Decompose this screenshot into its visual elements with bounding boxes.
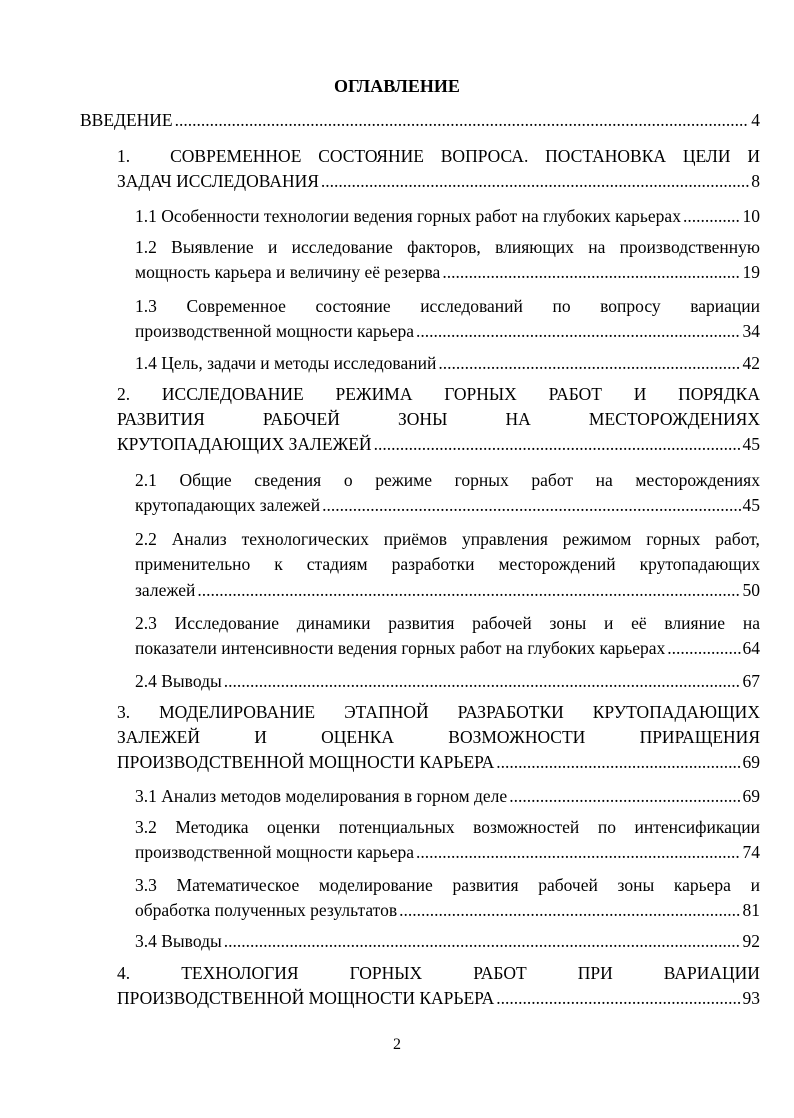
section-title: 3.1 Анализ методов моделирования в горном деле [135,786,508,806]
chapter-number: 3. [117,702,131,722]
chapter-title-text: ПРОИЗВОДСТВЕННОЙ МОЩНОСТИ КАРЬЕРА [117,752,495,772]
section-word: факторов, [407,237,481,257]
chapter-word: КРУТОПАДАЮЩИХ [592,702,760,722]
chapter-word: ОЦЕНКА [321,727,395,747]
toc-entry-page: 45 [742,495,760,515]
leader-dots [322,494,740,516]
toc-section-3-3-line2 [135,899,760,921]
chapter-word: ЗОНЫ [398,409,448,429]
section-word: Современное [186,296,286,316]
chapter-number: 1. [117,146,131,166]
chapter-word: ПРИ [577,963,613,983]
toc-entry-label: ВВЕДЕНИЕ [80,110,173,130]
leader-dots [374,433,741,455]
chapter-word: МЕСТОРОЖДЕНИЯХ [588,409,760,429]
chapter-word: И [633,384,647,404]
toc-chapter-2-line1 [117,383,760,405]
toc-section-1-2-line1 [135,236,760,258]
section-word: 1.2 [135,237,157,257]
toc-section-2-4 [135,670,760,692]
page-title: ОГЛАВЛЕНИЕ [334,76,460,96]
section-word: горных [646,529,701,549]
leader-dots [438,352,740,374]
section-word: Методика [175,817,249,837]
toc-chapter-1-line1 [117,145,760,167]
section-word: 2.3 [135,613,157,633]
section-title: 2.4 Выводы [135,671,222,691]
toc-chapter-4-line2 [117,987,760,1009]
chapter-title-text: СОВРЕМЕННОЕ СОСТОЯНИЕ ВОПРОСА. ПОСТАНОВКА ЦЕЛИ И [170,146,760,166]
chapter-word: ВАРИАЦИИ [663,963,760,983]
chapter-word: РАБОТ [548,384,602,404]
leader-dots [667,637,740,659]
section-word: влияние [664,613,726,633]
section-word: работ, [715,529,760,549]
toc-chapter-3-line2 [117,726,760,748]
section-word: и [750,875,760,895]
toc-entry-page: 34 [742,321,760,341]
section-word: Математическое [176,875,300,895]
section-word: стадиям [306,554,368,574]
toc-entry-page: 67 [742,671,760,691]
section-word: работ [531,470,573,490]
toc-entry-page: 19 [742,262,760,282]
section-word: развития [388,613,455,633]
section-word: исследований [420,296,523,316]
page-number: 2 [393,1036,401,1053]
toc-section-1-1 [135,205,760,227]
chapter-word: РАЗВИТИЯ [117,409,205,429]
toc-section-2-2-line3 [135,579,760,601]
section-word: 3.3 [135,875,157,895]
toc-entry-page: 93 [742,988,760,1008]
chapter-word: РЕЖИМА [335,384,413,404]
section-word: на [588,237,606,257]
leader-dots [197,579,740,601]
chapter-title-text: КРУТОПАДАЮЩИХ ЗАЛЕЖЕЙ [117,434,372,454]
section-word: технологических [241,529,369,549]
section-word: вопросу [600,296,661,316]
leader-dots [224,930,741,952]
toc-entry-page: 42 [742,353,760,373]
chapter-word: ГОРНЫХ [444,384,517,404]
section-title: производственной мощности карьера [135,321,415,341]
section-word: режиме [375,470,433,490]
section-word: месторождениях [635,470,760,490]
section-word: крутопадающих [639,554,760,574]
section-word: 3.2 [135,817,157,837]
toc-section-3-2-line1 [135,816,760,838]
section-word: режимом [562,529,632,549]
section-word: моделирование [318,875,433,895]
section-title: производственной мощности карьера [135,842,415,862]
section-word: по [597,817,616,837]
section-title: показатели интенсивности ведения горных работ на глубоких карьерах [135,638,666,658]
leader-dots [442,261,740,283]
section-word: горных [454,470,509,490]
toc-section-3-2-line2 [135,841,760,863]
section-word: её [631,613,647,633]
chapter-word: ЗАЛЕЖЕЙ [117,727,200,747]
section-word: вариации [690,296,760,316]
toc-entry-page: 8 [751,171,760,191]
chapter-title-text: ЗАДАЧ ИССЛЕДОВАНИЯ [117,171,319,191]
toc-chapter-3-line3 [117,751,760,773]
chapter-word: РАБОТ [473,963,527,983]
toc-chapter-3-line1 [117,701,760,723]
section-title: мощность карьера и величину её резерва [135,262,441,282]
section-title: крутопадающих залежей [135,495,321,515]
section-word: 2.1 [135,470,157,490]
chapter-title-text: ПРОИЗВОДСТВЕННОЙ МОЩНОСТИ КАРЬЕРА [117,988,495,1008]
section-title: 1.4 Цель, задачи и методы исследований [135,353,437,373]
section-title: 1.1 Особенности технологии ведения горных работ на глубоких карьерах [135,206,681,226]
section-word: о [343,470,353,490]
toc-entry-page: 10 [742,206,760,226]
toc-section-3-3-line1 [135,874,760,896]
section-word: сведения [254,470,322,490]
toc-entry-page: 69 [742,786,760,806]
chapter-word: ПРИРАЩЕНИЯ [639,727,760,747]
toc-section-2-1-line1 [135,469,760,491]
chapter-word: ВОЗМОЖНОСТИ [448,727,586,747]
chapter-word: НА [505,409,531,429]
section-word: месторождений [498,554,616,574]
toc-chapter-2-line3 [117,433,760,455]
section-word: Выявление [171,237,254,257]
toc-section-2-3-line2 [135,637,760,659]
toc-section-1-4 [135,352,760,374]
toc-entry-page: 92 [742,931,760,951]
toc-entry-page: 74 [742,842,760,862]
section-word: на [742,613,760,633]
leader-dots [416,320,740,342]
section-word: потенциальных [338,817,455,837]
section-word: развития [452,875,519,895]
chapter-word: И [254,727,267,747]
chapter-word: ПОРЯДКА [678,384,760,404]
chapter-number: 4. [117,963,131,983]
chapter-word: ЭТАПНОЙ [344,702,429,722]
section-word: и [603,613,614,633]
toc-section-2-2-line2 [135,553,760,575]
toc-chapter-2-line2 [117,408,760,430]
section-word: применительно [135,554,251,574]
toc-section-1-3-line1 [135,295,760,317]
toc-section-2-2-line1 [135,528,760,550]
section-word: управления [461,529,548,549]
toc-chapter-1-line2 [117,170,760,192]
section-word: по [552,296,571,316]
section-word: динамики [296,613,371,633]
toc-entry-page: 50 [742,580,760,600]
section-word: 1.3 [135,296,157,316]
toc-entry-page: 69 [742,752,760,772]
chapter-word: МОДЕЛИРОВАНИЕ [159,702,316,722]
section-word: карьера [673,875,731,895]
section-word: разработки [391,554,475,574]
chapter-number: 2. [117,384,131,404]
chapter-word: ГОРНЫХ [349,963,423,983]
section-word: 2.2 [135,529,157,549]
toc-section-1-3-line2 [135,320,760,342]
section-word: исследование [291,237,393,257]
section-title: обработка полученных результатов [135,900,398,920]
section-word: Общие [179,470,232,490]
leader-dots [509,785,740,807]
section-word: оценки [267,817,321,837]
section-word: Анализ [171,529,227,549]
leader-dots [416,841,740,863]
chapter-word: РАЗРАБОТКИ [457,702,564,722]
section-title: залежей [135,580,196,600]
section-word: рабочей [472,613,532,633]
section-word: к [274,554,283,574]
leader-dots [496,751,740,773]
toc-section-2-1-line2 [135,494,760,516]
chapter-title-part [170,145,760,167]
toc-section-1-2-line2 [135,261,760,283]
section-title: 3.4 Выводы [135,931,222,951]
toc-section-2-3-line1 [135,612,760,634]
section-word: зоны [549,613,587,633]
section-word: на [595,470,613,490]
chapter-word: ТЕХНОЛОГИЯ [181,963,299,983]
section-word: возможностей [473,817,580,837]
section-word: Исследование [174,613,280,633]
section-word: рабочей [538,875,598,895]
leader-dots [321,170,749,192]
toc-section-3-4 [135,930,760,952]
section-word: интенсификации [634,817,760,837]
leader-dots [175,109,750,131]
toc-entry-page: 45 [742,434,760,454]
toc-section-3-1 [135,785,760,807]
toc-entry-page: 64 [742,638,760,658]
section-word: состояние [315,296,391,316]
leader-dots [496,987,740,1009]
section-word: производственную [619,237,760,257]
chapter-word: ИССЛЕДОВАНИЕ [161,384,304,404]
toc-entry-page: 81 [742,900,760,920]
leader-dots [224,670,741,692]
toc-chapter-4-line1 [117,962,760,984]
section-word: влияющих [495,237,574,257]
section-word: зоны [617,875,655,895]
leader-dots [683,205,741,227]
section-word: и [267,237,278,257]
toc-entry-page: 4 [751,110,760,130]
chapter-word: РАБОЧЕЙ [262,409,340,429]
toc-entry-intro [80,109,760,131]
leader-dots [399,899,740,921]
section-word: приёмов [383,529,448,549]
